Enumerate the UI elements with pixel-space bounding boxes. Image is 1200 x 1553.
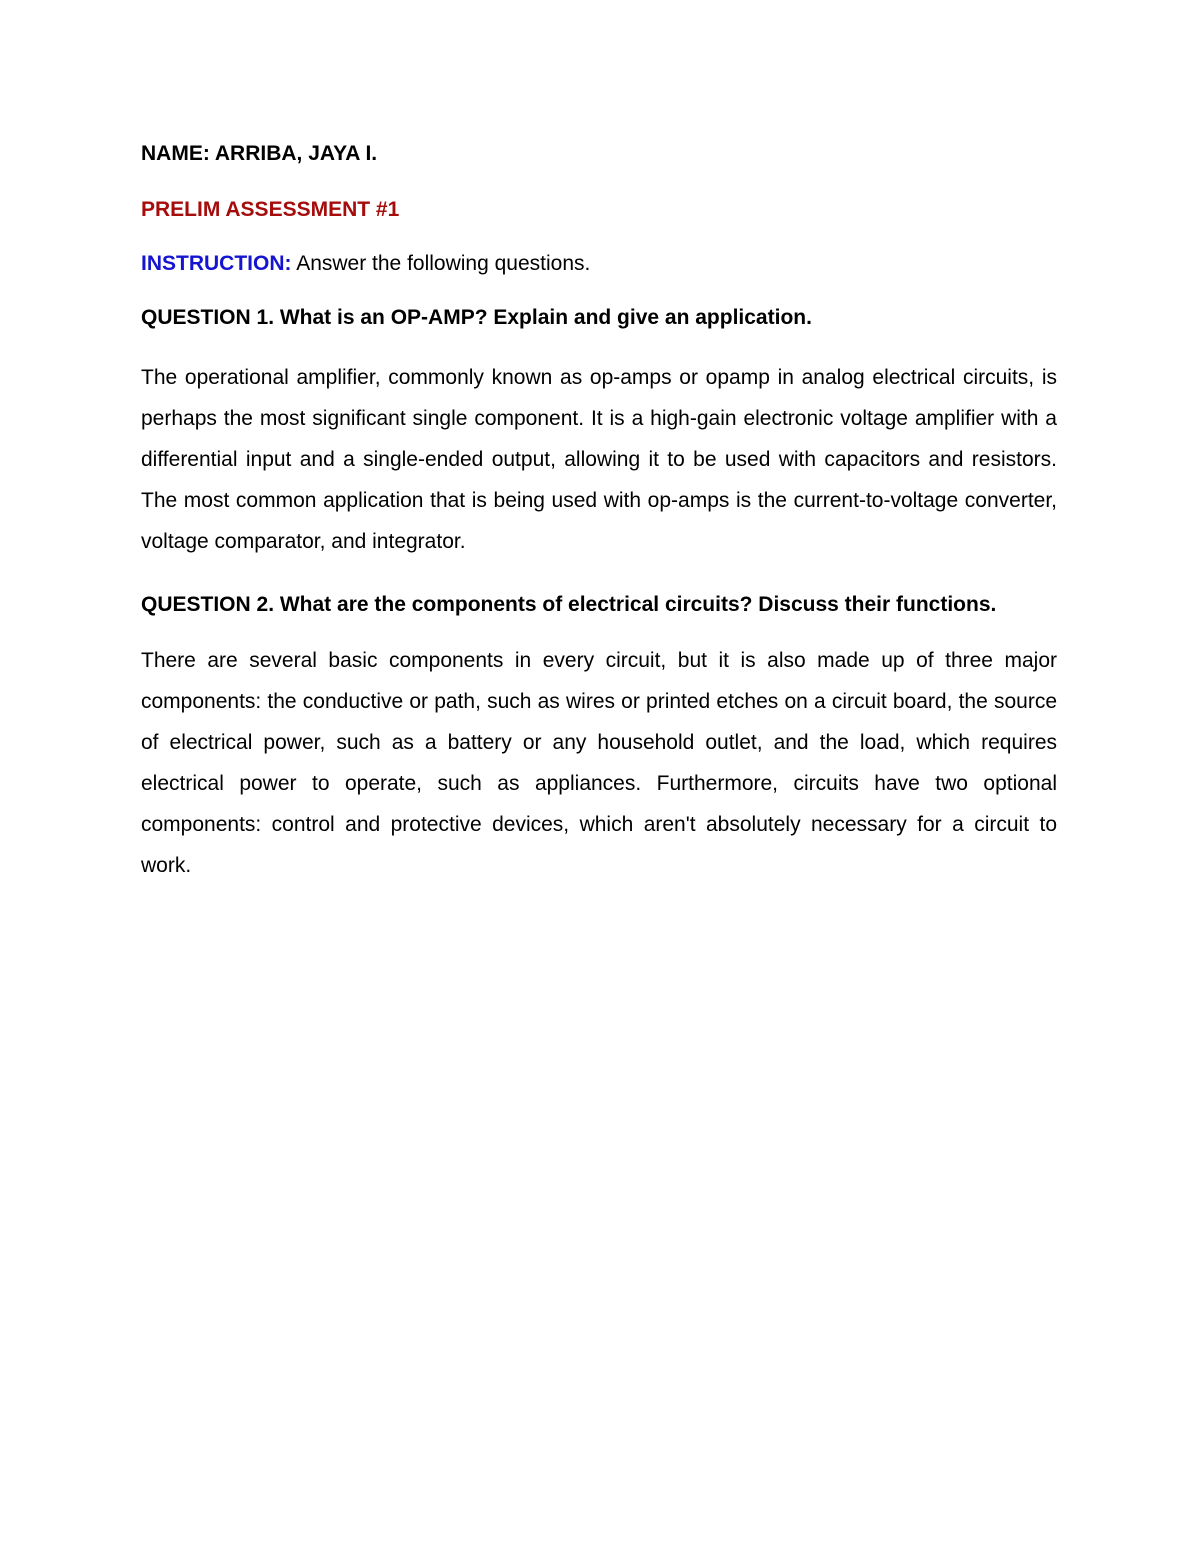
instruction-line [141,250,1057,278]
document-page [141,140,1057,886]
student-name: ARRIBA, JAYA I. [214,142,378,165]
instruction-text: Answer the following questions. [296,252,591,275]
question-2: QUESTION 2. What are the components of electrical circuits? Discuss their functions. [141,593,997,616]
answer-2: There are several basic components in every circuit, but it is also made up of three major components: the conductive or path, such as wires or printed etches on a circuit board, the source of electrical power, such as a battery or any household outlet, and the load, which requires electrical power to operate, such as appliances. Furthermore, circuits have two optional components: control and protective devices, which aren't absolutely necessary for a circuit to work. [141,649,1057,877]
instruction-label: INSTRUCTION: [141,252,292,275]
name-label: NAME: [141,142,210,165]
assessment-title: PRELIM ASSESSMENT #1 [141,198,400,221]
student-name-line [141,140,1057,168]
question-1: QUESTION 1. What is an OP-AMP? Explain and give an application. [141,306,812,329]
answer-1: The operational amplifier, commonly known as op-amps or opamp in analog electrical circuits, is perhaps the most significant single component. It is a high-gain electronic voltage amplifier with a differential input and a single-ended output, allowing it to be used with capacitors and resistors. The most common application that is being used with op-amps is the current-to-voltage converter, voltage comparator, and integrator. [141,366,1057,553]
